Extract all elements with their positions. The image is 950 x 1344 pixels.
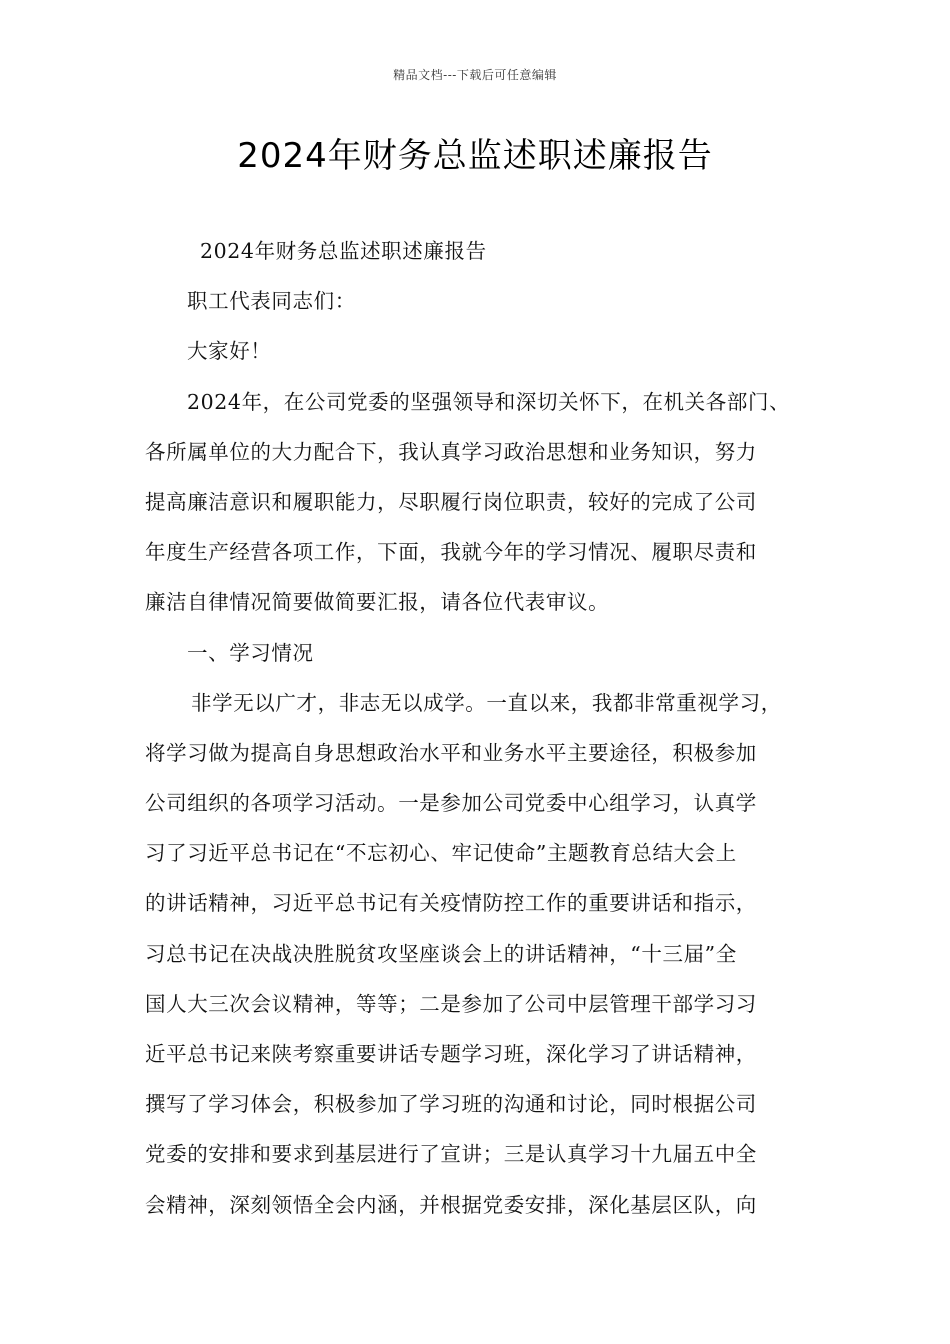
subtitle: 2024年财务总监述职述廉报告	[200, 239, 487, 263]
paragraph-line: 习总书记在决战决胜脱贫攻坚座谈会上的讲话精神，“十三届”全	[145, 941, 737, 966]
paragraph-line: 提高廉洁意识和履职能力，尽职履行岗位职责，较好的完成了公司	[145, 489, 757, 514]
paragraph-line: 2024年，在公司党委的坚强领导和深切关怀下，在机关各部门、	[187, 389, 791, 414]
greeting: 大家好！	[187, 339, 272, 364]
header-note: 精品文档---下载后可任意编辑	[393, 68, 557, 82]
paragraph-line: 公司组织的各项学习活动。一是参加公司党委中心组学习，认真学	[145, 791, 757, 816]
paragraph-line: 非学无以广才，非志无以成学。一直以来，我都非常重视学习，	[191, 690, 782, 715]
paragraph-line: 将学习做为提高自身思想政治水平和业务水平主要途径，积极参加	[145, 740, 757, 765]
paragraph-line: 廉洁自律情况简要做简要汇报，请各位代表审议。	[145, 590, 610, 615]
paragraph-line: 撰写了学习体会，积极参加了学习班的沟通和讨论，同时根据公司	[145, 1092, 757, 1117]
paragraph-line: 会精神，深刻领悟全会内涵，并根据党委安排，深化基层区队，向	[145, 1192, 757, 1217]
paragraph-line: 习了习近平总书记在“不忘初心、牢记使命”主题教育总结大会上	[145, 841, 737, 866]
paragraph-line: 的讲话精神，习近平总书记有关疫情防控工作的重要讲话和指示，	[145, 891, 757, 916]
document-body	[145, 226, 825, 1230]
paragraph-line: 各所属单位的大力配合下，我认真学习政治思想和业务知识，努力	[145, 439, 757, 464]
paragraph-line: 党委的安排和要求到基层进行了宣讲；三是认真学习十九届五中全	[145, 1142, 757, 1167]
section-heading: 一、学习情况	[187, 640, 314, 665]
paragraph-line: 国人大三次会议精神，等等；二是参加了公司中层管理干部学习习	[145, 991, 757, 1016]
paragraph-line: 年度生产经营各项工作，下面，我就今年的学习情况、履职尽责和	[145, 540, 757, 565]
salutation: 职工代表同志们：	[187, 289, 356, 314]
paragraph-line: 近平总书记来陕考察重要讲话专题学习班，深化学习了讲话精神，	[145, 1042, 757, 1066]
document-title: 2024年财务总监述职述廉报告	[237, 136, 713, 176]
